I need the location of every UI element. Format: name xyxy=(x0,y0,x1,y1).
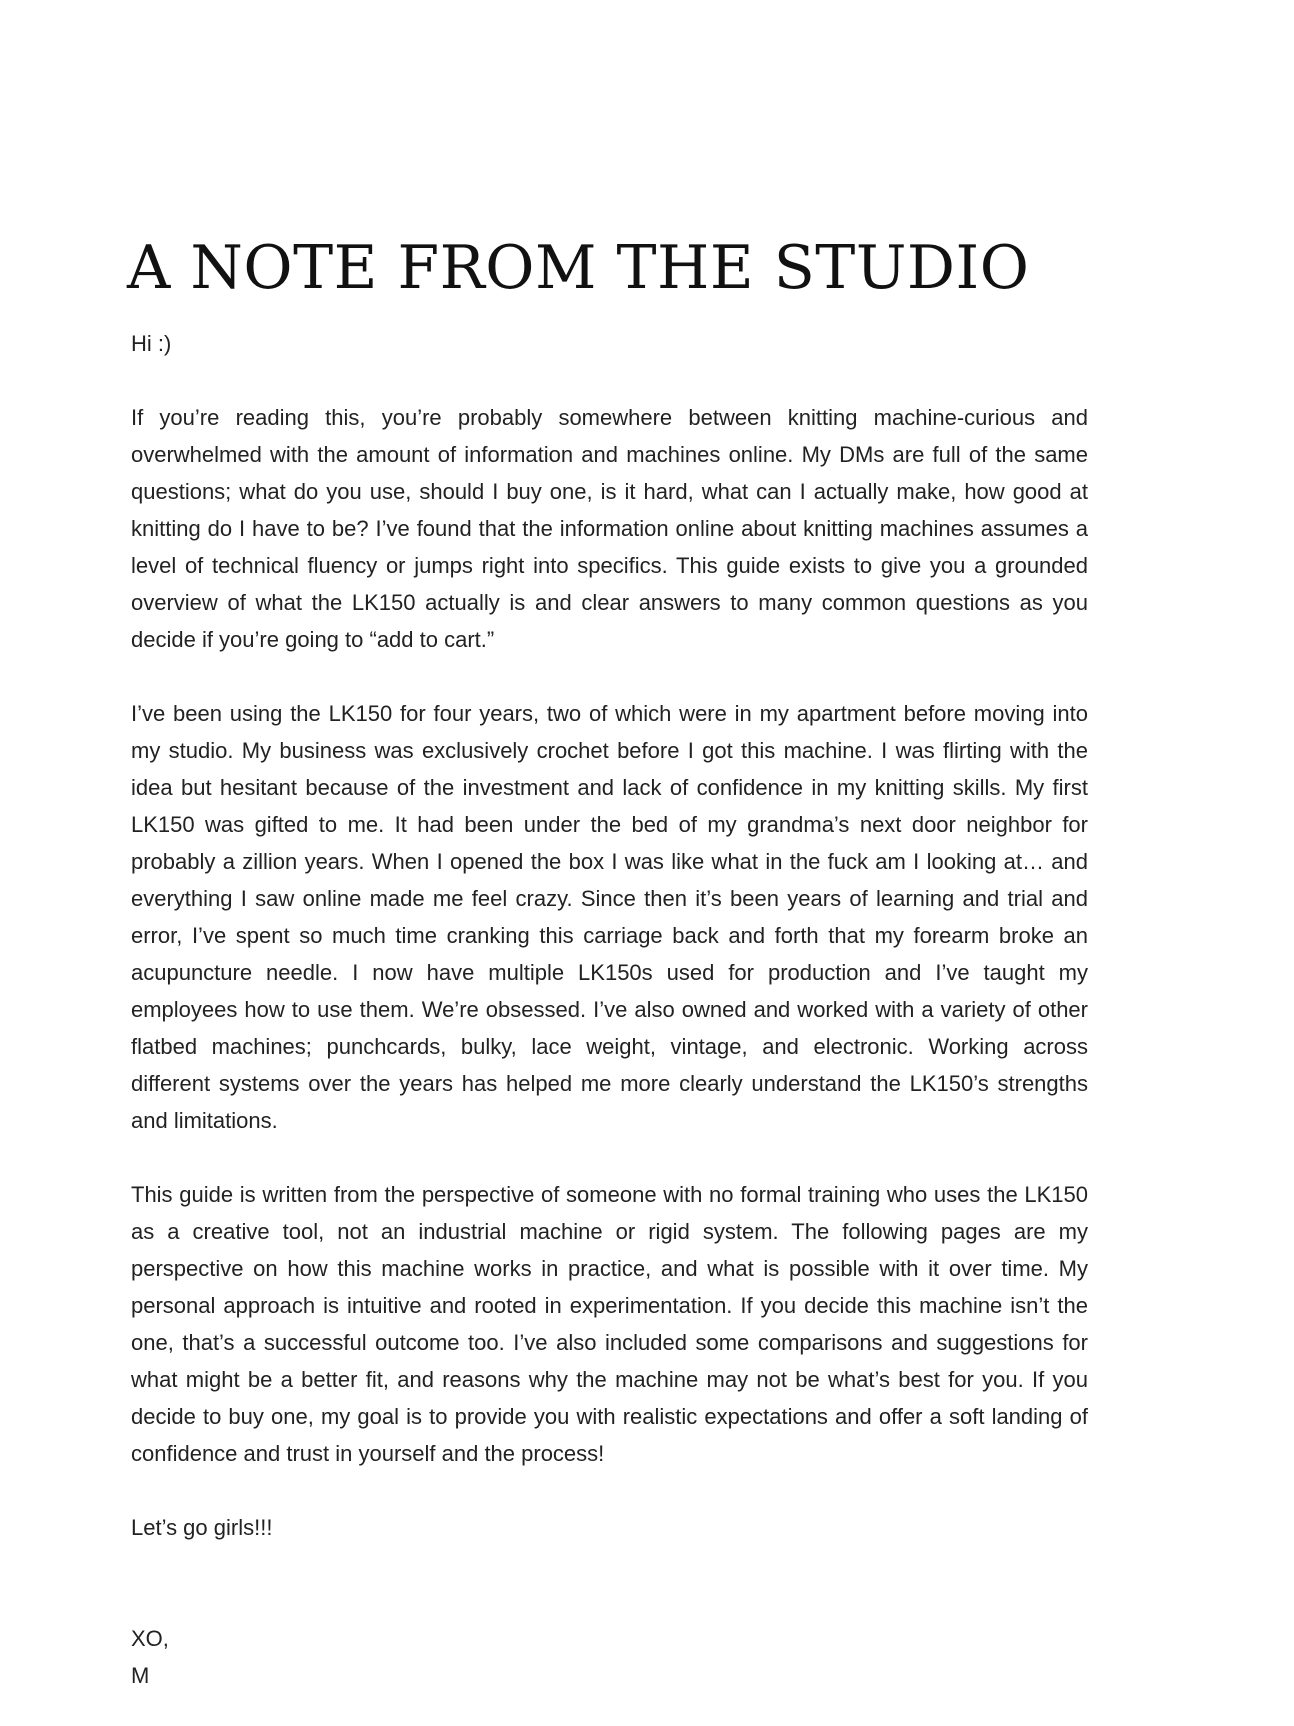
signoff-line: Let’s go girls!!! xyxy=(131,1515,273,1540)
paragraph-intro: If you’re reading this, you’re probably somewhere between knitting machine-curious and overwhelmed with the amount of information and machines online. My DMs are full of the same questions; what do you use, should I buy one, is it hard, what can I actually make, how good at knitting do I have to be? I’ve found that the information online about knitting machines assumes a level of technical fluency or jumps right into specifics. This guide exists to give you a grounded overview of what the LK150 actually is and clear answers to many common questions as you decide if you’re going to “add to cart.” xyxy=(131,405,1088,652)
paragraph-guide-purpose: This guide is written from the perspective of someone with no formal training who uses the LK150 as a creative tool, not an industrial machine or rigid system. The following pages are my perspective on how this machine works in practice, and what is possible with it over time. My personal approach is intuitive and rooted in experimentation. If you decide this machine isn’t the one, that’s a successful outcome too. I’ve also included some comparisons and suggestions for what might be a better fit, and reasons why the machine may not be what’s best for you. If you decide to buy one, my goal is to provide you with realistic expectations and offer a soft landing of confidence and trust in yourself and the process! xyxy=(131,1182,1088,1466)
greeting: Hi :) xyxy=(131,331,172,356)
note-page xyxy=(127,233,1088,1694)
paragraph-background: I’ve been using the LK150 for four years, two of which were in my apartment before moving into my studio. My business was exclusively crochet before I got this machine. I was flirting with the idea but hesitant because of the investment and lack of confidence in my knitting skills. My first LK150 was gifted to me. It had been under the bed of my grandma’s next door neighbor for probably a zillion years. When I opened the box I was like what in the fuck am I looking at… and everything I saw online made me feel crazy. Since then it’s been years of learning and trial and error, I’ve spent so much time cranking this carriage back and forth that my forearm broke an acupuncture needle. I now have multiple LK150s used for production and I’ve taught my employees how to use them. We’re obsessed. I’ve also owned and worked with a variety of other flatbed machines; punchcards, bulky, lace weight, vintage, and electronic. Working across different systems over the years has helped me more clearly understand the LK150’s strengths and limitations. xyxy=(131,701,1088,1133)
closing-line: XO, xyxy=(131,1626,169,1651)
page-title: A NOTE FROM THE STUDIO xyxy=(127,233,1030,303)
signature: M xyxy=(131,1663,150,1688)
